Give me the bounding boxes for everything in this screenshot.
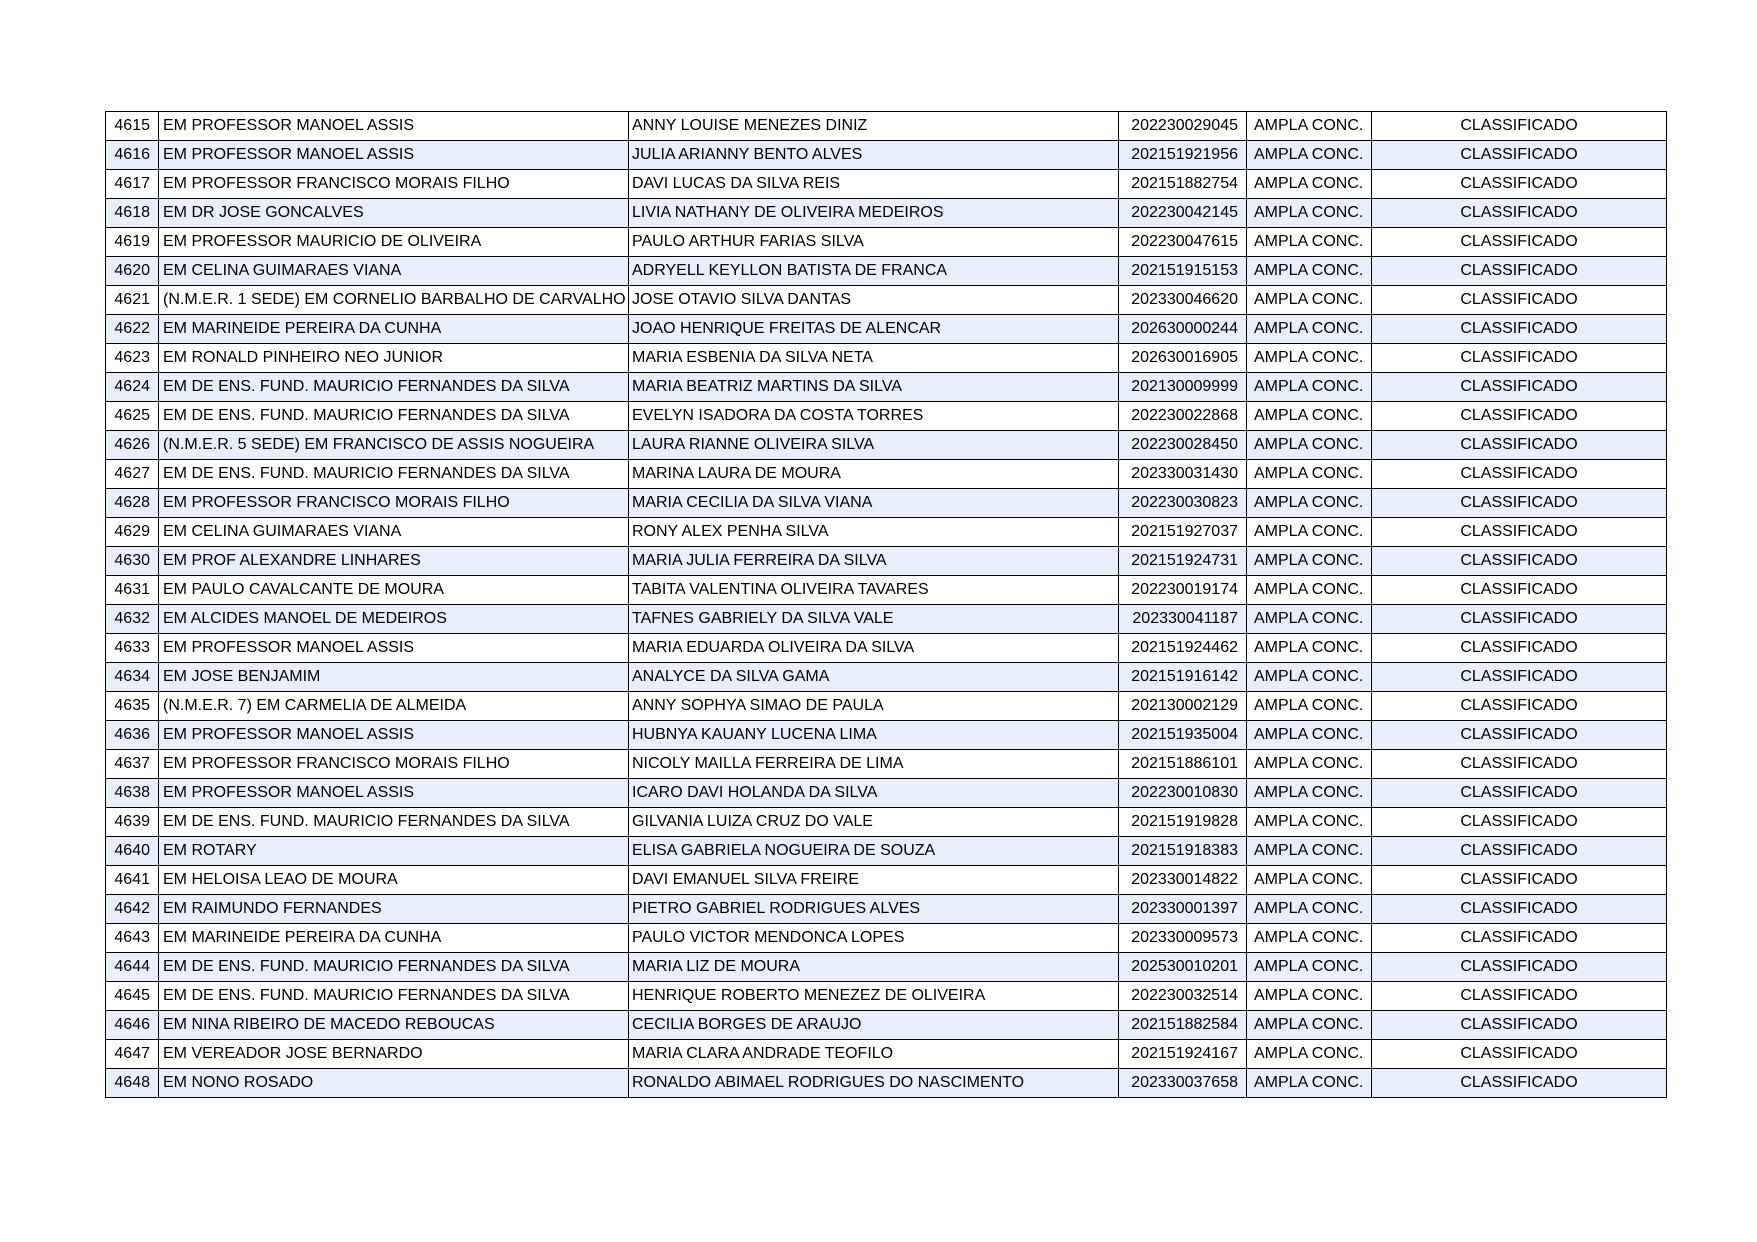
registration-number: 202230030823 xyxy=(1119,489,1247,518)
competition-category: AMPLA CONC. xyxy=(1247,170,1372,199)
competition-category: AMPLA CONC. xyxy=(1247,112,1372,141)
school-name: EM MARINEIDE PEREIRA DA CUNHA xyxy=(159,315,629,344)
table-row xyxy=(106,663,1667,692)
row-number: 4615 xyxy=(106,112,159,141)
registration-number: 202151921956 xyxy=(1119,141,1247,170)
competition-category: AMPLA CONC. xyxy=(1247,1069,1372,1098)
student-name: ELISA GABRIELA NOGUEIRA DE SOUZA xyxy=(629,837,1119,866)
row-number: 4635 xyxy=(106,692,159,721)
competition-category: AMPLA CONC. xyxy=(1247,315,1372,344)
student-name: MARIA LIZ DE MOURA xyxy=(629,953,1119,982)
table-row xyxy=(106,286,1667,315)
table-row xyxy=(106,344,1667,373)
row-number: 4638 xyxy=(106,779,159,808)
row-number: 4616 xyxy=(106,141,159,170)
classification-status: CLASSIFICADO xyxy=(1372,460,1667,489)
student-name: RONALDO ABIMAEL RODRIGUES DO NASCIMENTO xyxy=(629,1069,1119,1098)
table-row xyxy=(106,547,1667,576)
row-number: 4620 xyxy=(106,257,159,286)
registration-number: 202330009573 xyxy=(1119,924,1247,953)
table-row xyxy=(106,315,1667,344)
school-name: EM ALCIDES MANOEL DE MEDEIROS xyxy=(159,605,629,634)
table-row xyxy=(106,605,1667,634)
competition-category: AMPLA CONC. xyxy=(1247,1040,1372,1069)
row-number: 4618 xyxy=(106,199,159,228)
school-name: EM DE ENS. FUND. MAURICIO FERNANDES DA SILVA xyxy=(159,808,629,837)
table-row xyxy=(106,112,1667,141)
table-row xyxy=(106,373,1667,402)
competition-category: AMPLA CONC. xyxy=(1247,721,1372,750)
student-name: JOSE OTAVIO SILVA DANTAS xyxy=(629,286,1119,315)
table-row xyxy=(106,866,1667,895)
school-name: (N.M.E.R. 7) EM CARMELIA DE ALMEIDA xyxy=(159,692,629,721)
student-name: JOAO HENRIQUE FREITAS DE ALENCAR xyxy=(629,315,1119,344)
competition-category: AMPLA CONC. xyxy=(1247,924,1372,953)
registration-number: 202630000244 xyxy=(1119,315,1247,344)
school-name: EM DE ENS. FUND. MAURICIO FERNANDES DA SILVA xyxy=(159,460,629,489)
row-number: 4624 xyxy=(106,373,159,402)
row-number: 4639 xyxy=(106,808,159,837)
competition-category: AMPLA CONC. xyxy=(1247,576,1372,605)
row-number: 4641 xyxy=(106,866,159,895)
results-table-body xyxy=(106,112,1667,1098)
classification-status: CLASSIFICADO xyxy=(1372,634,1667,663)
registration-number: 202330001397 xyxy=(1119,895,1247,924)
classification-status: CLASSIFICADO xyxy=(1372,170,1667,199)
row-number: 4625 xyxy=(106,402,159,431)
student-name: HENRIQUE ROBERTO MENEZEZ DE OLIVEIRA xyxy=(629,982,1119,1011)
student-name: ANNY LOUISE MENEZES DINIZ xyxy=(629,112,1119,141)
school-name: EM PROFESSOR FRANCISCO MORAIS FILHO xyxy=(159,750,629,779)
row-number: 4627 xyxy=(106,460,159,489)
registration-number: 202630016905 xyxy=(1119,344,1247,373)
classification-status: CLASSIFICADO xyxy=(1372,489,1667,518)
registration-number: 202330031430 xyxy=(1119,460,1247,489)
student-name: HUBNYA KAUANY LUCENA LIMA xyxy=(629,721,1119,750)
school-name: EM DR JOSE GONCALVES xyxy=(159,199,629,228)
registration-number: 202151915153 xyxy=(1119,257,1247,286)
row-number: 4636 xyxy=(106,721,159,750)
table-row xyxy=(106,170,1667,199)
student-name: TAFNES GABRIELY DA SILVA VALE xyxy=(629,605,1119,634)
student-name: PIETRO GABRIEL RODRIGUES ALVES xyxy=(629,895,1119,924)
student-name: PAULO VICTOR MENDONCA LOPES xyxy=(629,924,1119,953)
table-row xyxy=(106,750,1667,779)
student-name: MARIA BEATRIZ MARTINS DA SILVA xyxy=(629,373,1119,402)
school-name: EM DE ENS. FUND. MAURICIO FERNANDES DA SILVA xyxy=(159,953,629,982)
competition-category: AMPLA CONC. xyxy=(1247,228,1372,257)
classification-status: CLASSIFICADO xyxy=(1372,721,1667,750)
student-name: DAVI EMANUEL SILVA FREIRE xyxy=(629,866,1119,895)
registration-number: 202330046620 xyxy=(1119,286,1247,315)
classification-status: CLASSIFICADO xyxy=(1372,808,1667,837)
registration-number: 202330014822 xyxy=(1119,866,1247,895)
registration-number: 202230010830 xyxy=(1119,779,1247,808)
table-row xyxy=(106,257,1667,286)
table-row xyxy=(106,1040,1667,1069)
classification-status: CLASSIFICADO xyxy=(1372,750,1667,779)
school-name: EM CELINA GUIMARAES VIANA xyxy=(159,257,629,286)
classification-status: CLASSIFICADO xyxy=(1372,982,1667,1011)
competition-category: AMPLA CONC. xyxy=(1247,663,1372,692)
student-name: MARIA JULIA FERREIRA DA SILVA xyxy=(629,547,1119,576)
registration-number: 202151886101 xyxy=(1119,750,1247,779)
registration-number: 202230047615 xyxy=(1119,228,1247,257)
row-number: 4644 xyxy=(106,953,159,982)
registration-number: 202230028450 xyxy=(1119,431,1247,460)
student-name: ANALYCE DA SILVA GAMA xyxy=(629,663,1119,692)
classification-status: CLASSIFICADO xyxy=(1372,837,1667,866)
table-row xyxy=(106,924,1667,953)
table-row xyxy=(106,141,1667,170)
competition-category: AMPLA CONC. xyxy=(1247,460,1372,489)
row-number: 4640 xyxy=(106,837,159,866)
competition-category: AMPLA CONC. xyxy=(1247,1011,1372,1040)
student-name: LIVIA NATHANY DE OLIVEIRA MEDEIROS xyxy=(629,199,1119,228)
student-name: DAVI LUCAS DA SILVA REIS xyxy=(629,170,1119,199)
table-row xyxy=(106,634,1667,663)
student-name: CECILIA BORGES DE ARAUJO xyxy=(629,1011,1119,1040)
competition-category: AMPLA CONC. xyxy=(1247,779,1372,808)
school-name: EM PROFESSOR MANOEL ASSIS xyxy=(159,112,629,141)
school-name: EM RONALD PINHEIRO NEO JUNIOR xyxy=(159,344,629,373)
student-name: NICOLY MAILLA FERREIRA DE LIMA xyxy=(629,750,1119,779)
row-number: 4619 xyxy=(106,228,159,257)
row-number: 4629 xyxy=(106,518,159,547)
school-name: EM PROFESSOR MANOEL ASSIS xyxy=(159,721,629,750)
competition-category: AMPLA CONC. xyxy=(1247,489,1372,518)
competition-category: AMPLA CONC. xyxy=(1247,837,1372,866)
student-name: LAURA RIANNE OLIVEIRA SILVA xyxy=(629,431,1119,460)
classification-status: CLASSIFICADO xyxy=(1372,605,1667,634)
table-row xyxy=(106,1011,1667,1040)
table-row xyxy=(106,1069,1667,1098)
student-name: MARINA LAURA DE MOURA xyxy=(629,460,1119,489)
registration-number: 202230032514 xyxy=(1119,982,1247,1011)
competition-category: AMPLA CONC. xyxy=(1247,634,1372,663)
school-name: EM VEREADOR JOSE BERNARDO xyxy=(159,1040,629,1069)
school-name: (N.M.E.R. 5 SEDE) EM FRANCISCO DE ASSIS NOGUEIRA xyxy=(159,431,629,460)
school-name: EM ROTARY xyxy=(159,837,629,866)
school-name: EM CELINA GUIMARAES VIANA xyxy=(159,518,629,547)
school-name: EM PROFESSOR FRANCISCO MORAIS FILHO xyxy=(159,489,629,518)
competition-category: AMPLA CONC. xyxy=(1247,692,1372,721)
table-row xyxy=(106,692,1667,721)
registration-number: 202330037658 xyxy=(1119,1069,1247,1098)
student-name: MARIA EDUARDA OLIVEIRA DA SILVA xyxy=(629,634,1119,663)
classification-status: CLASSIFICADO xyxy=(1372,402,1667,431)
registration-number: 202151919828 xyxy=(1119,808,1247,837)
row-number: 4626 xyxy=(106,431,159,460)
classification-status: CLASSIFICADO xyxy=(1372,228,1667,257)
registration-number: 202151924731 xyxy=(1119,547,1247,576)
table-row xyxy=(106,199,1667,228)
classification-status: CLASSIFICADO xyxy=(1372,895,1667,924)
school-name: EM RAIMUNDO FERNANDES xyxy=(159,895,629,924)
row-number: 4633 xyxy=(106,634,159,663)
school-name: EM PROFESSOR FRANCISCO MORAIS FILHO xyxy=(159,170,629,199)
competition-category: AMPLA CONC. xyxy=(1247,199,1372,228)
registration-number: 202130009999 xyxy=(1119,373,1247,402)
school-name: EM PROFESSOR MANOEL ASSIS xyxy=(159,141,629,170)
row-number: 4632 xyxy=(106,605,159,634)
classification-status: CLASSIFICADO xyxy=(1372,199,1667,228)
school-name: EM MARINEIDE PEREIRA DA CUNHA xyxy=(159,924,629,953)
school-name: EM PROF ALEXANDRE LINHARES xyxy=(159,547,629,576)
row-number: 4631 xyxy=(106,576,159,605)
school-name: EM PAULO CAVALCANTE DE MOURA xyxy=(159,576,629,605)
classification-status: CLASSIFICADO xyxy=(1372,141,1667,170)
registration-number: 202151935004 xyxy=(1119,721,1247,750)
classification-status: CLASSIFICADO xyxy=(1372,373,1667,402)
student-name: MARIA CLARA ANDRADE TEOFILO xyxy=(629,1040,1119,1069)
row-number: 4628 xyxy=(106,489,159,518)
registration-number: 202151882584 xyxy=(1119,1011,1247,1040)
classification-status: CLASSIFICADO xyxy=(1372,1011,1667,1040)
student-name: GILVANIA LUIZA CRUZ DO VALE xyxy=(629,808,1119,837)
row-number: 4643 xyxy=(106,924,159,953)
school-name: EM JOSE BENJAMIM xyxy=(159,663,629,692)
student-name: ADRYELL KEYLLON BATISTA DE FRANCA xyxy=(629,257,1119,286)
row-number: 4623 xyxy=(106,344,159,373)
competition-category: AMPLA CONC. xyxy=(1247,982,1372,1011)
classification-status: CLASSIFICADO xyxy=(1372,779,1667,808)
student-name: TABITA VALENTINA OLIVEIRA TAVARES xyxy=(629,576,1119,605)
student-name: PAULO ARTHUR FARIAS SILVA xyxy=(629,228,1119,257)
table-row xyxy=(106,431,1667,460)
classification-status: CLASSIFICADO xyxy=(1372,924,1667,953)
table-row xyxy=(106,489,1667,518)
classification-status: CLASSIFICADO xyxy=(1372,953,1667,982)
classification-status: CLASSIFICADO xyxy=(1372,1040,1667,1069)
registration-number: 202151927037 xyxy=(1119,518,1247,547)
table-row xyxy=(106,228,1667,257)
table-row xyxy=(106,982,1667,1011)
school-name: EM PROFESSOR MAURICIO DE OLIVEIRA xyxy=(159,228,629,257)
school-name: EM PROFESSOR MANOEL ASSIS xyxy=(159,779,629,808)
classification-status: CLASSIFICADO xyxy=(1372,431,1667,460)
table-row xyxy=(106,808,1667,837)
row-number: 4630 xyxy=(106,547,159,576)
registration-number: 202151882754 xyxy=(1119,170,1247,199)
classification-status: CLASSIFICADO xyxy=(1372,257,1667,286)
table-row xyxy=(106,953,1667,982)
student-name: EVELYN ISADORA DA COSTA TORRES xyxy=(629,402,1119,431)
row-number: 4617 xyxy=(106,170,159,199)
student-name: MARIA ESBENIA DA SILVA NETA xyxy=(629,344,1119,373)
competition-category: AMPLA CONC. xyxy=(1247,808,1372,837)
table-row xyxy=(106,895,1667,924)
student-name: JULIA ARIANNY BENTO ALVES xyxy=(629,141,1119,170)
table-row xyxy=(106,576,1667,605)
classification-status: CLASSIFICADO xyxy=(1372,547,1667,576)
competition-category: AMPLA CONC. xyxy=(1247,895,1372,924)
school-name: (N.M.E.R. 1 SEDE) EM CORNELIO BARBALHO DE CARVALHO xyxy=(159,286,629,315)
classification-status: CLASSIFICADO xyxy=(1372,518,1667,547)
classification-status: CLASSIFICADO xyxy=(1372,692,1667,721)
registration-number: 202151924462 xyxy=(1119,634,1247,663)
table-row xyxy=(106,721,1667,750)
competition-category: AMPLA CONC. xyxy=(1247,953,1372,982)
registration-number: 202151918383 xyxy=(1119,837,1247,866)
student-name: MARIA CECILIA DA SILVA VIANA xyxy=(629,489,1119,518)
row-number: 4642 xyxy=(106,895,159,924)
competition-category: AMPLA CONC. xyxy=(1247,605,1372,634)
school-name: EM DE ENS. FUND. MAURICIO FERNANDES DA SILVA xyxy=(159,373,629,402)
classification-status: CLASSIFICADO xyxy=(1372,286,1667,315)
competition-category: AMPLA CONC. xyxy=(1247,373,1372,402)
school-name: EM HELOISA LEAO DE MOURA xyxy=(159,866,629,895)
classification-status: CLASSIFICADO xyxy=(1372,866,1667,895)
school-name: EM NINA RIBEIRO DE MACEDO REBOUCAS xyxy=(159,1011,629,1040)
competition-category: AMPLA CONC. xyxy=(1247,257,1372,286)
competition-category: AMPLA CONC. xyxy=(1247,866,1372,895)
row-number: 4621 xyxy=(106,286,159,315)
classification-status: CLASSIFICADO xyxy=(1372,576,1667,605)
registration-number: 202230042145 xyxy=(1119,199,1247,228)
table-row xyxy=(106,837,1667,866)
competition-category: AMPLA CONC. xyxy=(1247,518,1372,547)
row-number: 4622 xyxy=(106,315,159,344)
classification-status: CLASSIFICADO xyxy=(1372,112,1667,141)
table-row xyxy=(106,402,1667,431)
registration-number: 202230029045 xyxy=(1119,112,1247,141)
competition-category: AMPLA CONC. xyxy=(1247,750,1372,779)
school-name: EM NONO ROSADO xyxy=(159,1069,629,1098)
school-name: EM DE ENS. FUND. MAURICIO FERNANDES DA SILVA xyxy=(159,982,629,1011)
row-number: 4646 xyxy=(106,1011,159,1040)
registration-number: 202330041187 xyxy=(1119,605,1247,634)
table-row xyxy=(106,779,1667,808)
registration-number: 202151916142 xyxy=(1119,663,1247,692)
row-number: 4637 xyxy=(106,750,159,779)
registration-number: 202530010201 xyxy=(1119,953,1247,982)
registration-number: 202130002129 xyxy=(1119,692,1247,721)
row-number: 4634 xyxy=(106,663,159,692)
row-number: 4645 xyxy=(106,982,159,1011)
row-number: 4647 xyxy=(106,1040,159,1069)
competition-category: AMPLA CONC. xyxy=(1247,431,1372,460)
classification-status: CLASSIFICADO xyxy=(1372,344,1667,373)
competition-category: AMPLA CONC. xyxy=(1247,141,1372,170)
classification-status: CLASSIFICADO xyxy=(1372,315,1667,344)
student-name: ANNY SOPHYA SIMAO DE PAULA xyxy=(629,692,1119,721)
results-table xyxy=(105,111,1667,1098)
table-row xyxy=(106,460,1667,489)
registration-number: 202151924167 xyxy=(1119,1040,1247,1069)
table-row xyxy=(106,518,1667,547)
row-number: 4648 xyxy=(106,1069,159,1098)
competition-category: AMPLA CONC. xyxy=(1247,402,1372,431)
registration-number: 202230022868 xyxy=(1119,402,1247,431)
school-name: EM DE ENS. FUND. MAURICIO FERNANDES DA SILVA xyxy=(159,402,629,431)
student-name: ICARO DAVI HOLANDA DA SILVA xyxy=(629,779,1119,808)
registration-number: 202230019174 xyxy=(1119,576,1247,605)
classification-status: CLASSIFICADO xyxy=(1372,1069,1667,1098)
competition-category: AMPLA CONC. xyxy=(1247,344,1372,373)
school-name: EM PROFESSOR MANOEL ASSIS xyxy=(159,634,629,663)
classification-status: CLASSIFICADO xyxy=(1372,663,1667,692)
competition-category: AMPLA CONC. xyxy=(1247,547,1372,576)
competition-category: AMPLA CONC. xyxy=(1247,286,1372,315)
student-name: RONY ALEX PENHA SILVA xyxy=(629,518,1119,547)
